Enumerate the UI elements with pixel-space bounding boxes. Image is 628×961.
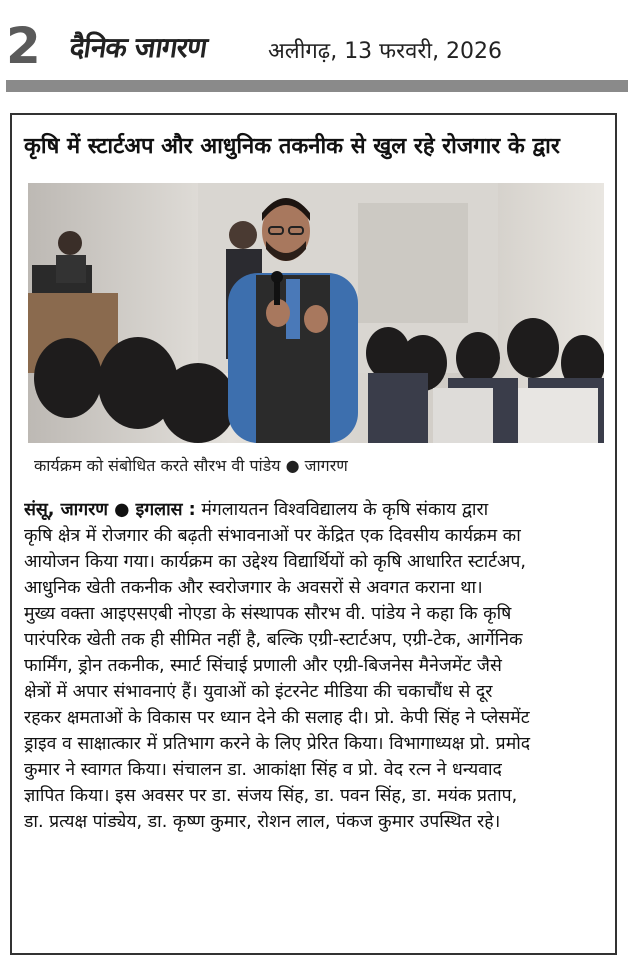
photo-caption: कार्यक्रम को संबोधित करते सौरभ वी पांडेय ● जागरण: [34, 456, 348, 475]
article-photo: [28, 183, 604, 443]
page-number: 2: [6, 17, 41, 75]
body-line: आधुनिक खेती तकनीक और स्वरोजगार के अवसरों से अवगत कराना था।: [24, 578, 483, 598]
body-line: मुख्य वक्ता आइएसएबी नोएडा के संस्थापक सौरभ वी. पांडेय ने कहा कि कृषि: [24, 604, 512, 624]
body-line: ज्ञापित किया। इस अवसर पर डा. संजय सिंह, डा. पवन सिंह, डा. मयंक प्रताप,: [24, 786, 518, 806]
body-line: रहकर क्षमताओं के विकास पर ध्यान देने की सलाह दी। प्रो. केपी सिंह ने प्लेसमेंट: [24, 708, 530, 728]
body-line: ड्राइव व साक्षात्कार में प्रतिभाग करने के लिए प्रेरित किया। विभागाध्यक्ष प्रो. प्रमोद: [24, 734, 531, 754]
article-body: [24, 497, 610, 835]
masthead: [0, 0, 628, 82]
dateline-date: , 13 फरवरी, 2026: [330, 39, 503, 64]
article-headline: कृषि में स्टार्टअप और आधुनिक तकनीक से खुल रहे रोजगार के द्वार: [24, 134, 560, 159]
newspaper-logo: दैनिक जागरण: [67, 31, 209, 64]
body-line: फार्मिंग, ड्रोन तकनीक, स्मार्ट सिंचाई प्रणाली और एग्री-बिजनेस मैनेजमेंट जैसे: [24, 656, 502, 676]
body-line: कुमार ने स्वागत किया। संचालन डा. आकांक्षा सिंह व प्रो. वेद रत्न ने धन्यवाद: [24, 760, 502, 780]
dateline-city: अलीगढ़: [268, 39, 331, 64]
body-line: डा. प्रत्यक्ष पांड्येय, डा. कृष्ण कुमार, रोशन लाल, पंकज कुमार उपस्थित रहे।: [24, 812, 501, 832]
body-line: [24, 497, 610, 523]
news-article: [10, 113, 617, 955]
masthead-rule: [6, 80, 628, 92]
body-line: आयोजन किया गया। कार्यक्रम का उद्देश्य विद्यार्थियों को कृषि आधारित स्टार्टअप,: [24, 552, 527, 572]
byline: संसू, जागरण ● इगलास :: [24, 500, 196, 520]
dateline: [268, 38, 502, 66]
body-line: पारंपरिक खेती तक ही सीमित नहीं है, बल्कि एग्री-स्टार्टअप, एग्री-टेक, आर्गेनिक: [24, 630, 523, 650]
body-line-text: मंगलायतन विश्वविद्यालय के कृषि संकाय द्वारा: [201, 500, 489, 520]
body-line: कृषि क्षेत्र में रोजगार की बढ़ती संभावनाओं पर केंद्रित एक दिवसीय कार्यक्रम का: [24, 526, 521, 546]
speaker-photo-illustration: [28, 183, 604, 443]
body-line: क्षेत्रों में अपार संभावनाएं हैं। युवाओं को इंटरनेट मीडिया की चकाचौंध से दूर: [24, 682, 493, 702]
